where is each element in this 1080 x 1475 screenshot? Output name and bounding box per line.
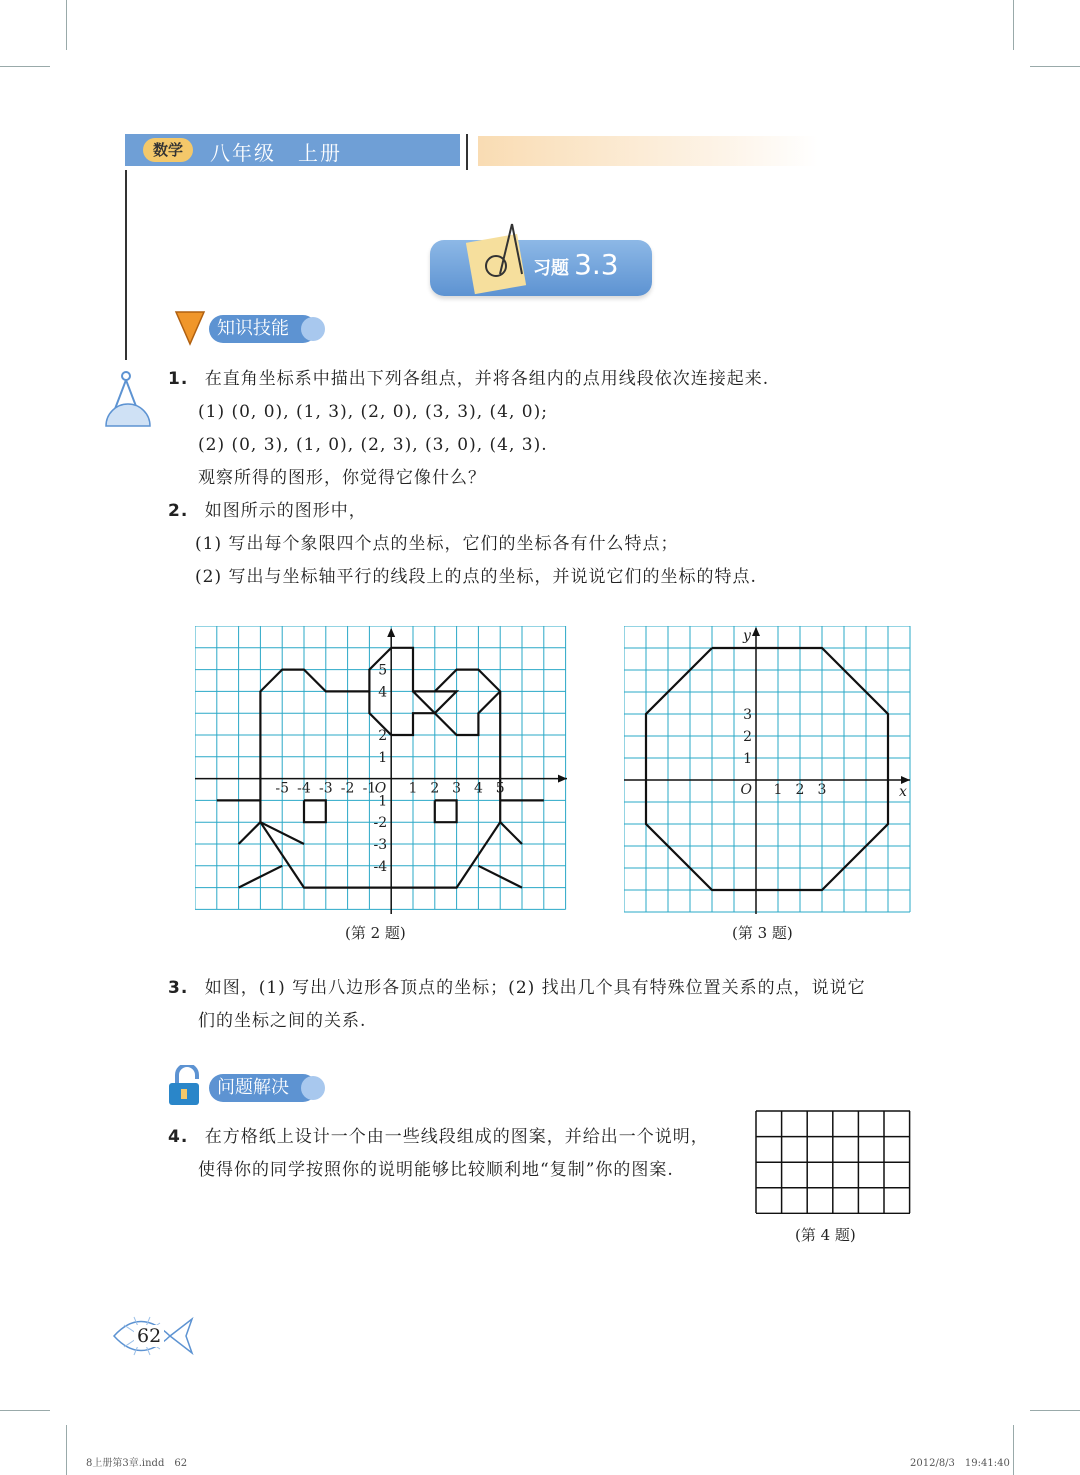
figure2-whisker <box>500 822 522 844</box>
figure2-x-tick: 1 <box>408 780 418 797</box>
figure4-caption: (第 4 题) <box>795 1226 856 1244</box>
figure2-y-tick: 1 <box>378 749 388 766</box>
figure2-x-tick: -3 <box>318 780 333 797</box>
q1-text: 在直角坐标系中描出下列各组点，并将各组内的点用线段依次连接起来. <box>204 369 770 389</box>
q2-text: 如图所示的图形中， <box>204 501 367 521</box>
figure2-x-tick: -5 <box>275 780 290 797</box>
figure2-x-tick: -1 <box>362 780 377 797</box>
grade-volume: 八年级 上册 <box>210 141 342 165</box>
margin-line <box>125 170 127 360</box>
octagon <box>646 648 888 890</box>
file-info: 8上册第3章.indd 62 <box>86 1458 188 1469</box>
figure4-grid <box>755 1110 911 1214</box>
figure2-caption: (第 2 题) <box>345 924 406 942</box>
exercise-title <box>533 248 619 281</box>
q1-part2: (2) (0, 3), (1, 0), (2, 3), (3, 0), (4, 3). <box>198 435 548 455</box>
q3-number: 3. <box>168 978 189 998</box>
crop-mark <box>1030 66 1080 67</box>
q2-part2: (2) 写出与坐标轴平行的线段上的点的坐标，并说说它们的坐标的特点. <box>195 567 757 587</box>
figure2-y-tick: 5 <box>378 662 388 679</box>
figure2-x-tick: -2 <box>340 780 355 797</box>
figure2-square <box>304 800 326 822</box>
y-axis-arrow <box>387 628 395 637</box>
header-fade <box>478 136 818 166</box>
exercise-title-label: 习题 <box>533 258 569 279</box>
figure2-grid <box>195 626 571 914</box>
section-skills: 知识技能 <box>209 315 317 343</box>
compass-icon <box>100 366 156 432</box>
crop-mark <box>66 1425 67 1475</box>
figure2-y-tick: -2 <box>373 815 388 832</box>
figure2-y-tick: 2 <box>378 728 388 744</box>
subject-badge: 数学 <box>143 138 193 162</box>
figure3-x-tick: 2 <box>795 782 805 798</box>
figure2-y-tick: 1 <box>378 793 388 810</box>
figure3-y-tick: 2 <box>743 729 752 745</box>
figure2-origin: O <box>374 780 387 797</box>
figure2-x-tick: 3 <box>452 780 462 797</box>
lock-icon <box>167 1065 207 1107</box>
figure3-x-tick: 3 <box>817 782 827 798</box>
header-divider <box>466 134 468 170</box>
q4-number: 4. <box>168 1127 189 1147</box>
figure2-square <box>435 800 457 822</box>
figure3-x-tick: 1 <box>773 782 783 798</box>
x-axis-arrow <box>901 776 910 784</box>
q1-line <box>168 368 769 390</box>
crop-mark <box>0 66 50 67</box>
figure3-y-tick: 1 <box>743 751 752 767</box>
figure2-y-tick: -4 <box>373 858 388 875</box>
q4-line2: 使得你的同学按照你的说明能够比较顺利地“复制”你的图案. <box>198 1160 674 1180</box>
figure2-y-tick: 4 <box>378 684 388 701</box>
q2-line <box>168 500 367 522</box>
section-problem-solving: 问题解决 <box>209 1074 317 1102</box>
figure2-whisker <box>239 822 261 844</box>
q1-part1: (1) (0, 0), (1, 3), (2, 0), (3, 3), (4, 0); <box>198 402 548 422</box>
figure3-y-tick: 3 <box>743 707 752 723</box>
figure2-x-tick: 4 <box>473 780 483 797</box>
figure2-y-tick: -3 <box>373 837 388 853</box>
q3-line2: 们的坐标之间的关系. <box>198 1011 367 1031</box>
timestamp: 2012/8/3 19:41:40 <box>910 1458 1010 1469</box>
figure3-y-axis-label: y <box>743 628 751 644</box>
y-axis-arrow <box>752 627 760 636</box>
pencil-icon <box>174 308 206 346</box>
figure2-x-tick: -4 <box>297 780 311 797</box>
crop-mark <box>1013 0 1014 50</box>
exercise-title-number: 3.3 <box>574 248 619 281</box>
figure3-origin: O <box>740 782 752 798</box>
q3-text: 如图，(1) 写出八边形各顶点的坐标；(2) 找出几个具有特殊位置关系的点，说说它 <box>204 978 866 998</box>
page-number: 62 <box>134 1325 164 1347</box>
q1-follow: 观察所得的图形，你觉得它像什么？ <box>198 468 486 488</box>
q2-number: 2. <box>168 501 189 521</box>
crop-mark <box>1013 1425 1014 1475</box>
crop-mark <box>0 1410 50 1411</box>
crop-mark <box>66 0 67 50</box>
figure3-grid <box>624 626 912 914</box>
q2-part1: (1) 写出每个象限四个点的坐标，它们的坐标各有什么特点； <box>195 534 679 554</box>
q1-number: 1. <box>168 369 189 389</box>
q4-line1 <box>168 1126 709 1148</box>
figure3-x-axis-label: x <box>899 784 907 800</box>
figure2-x-tick: 5 <box>495 780 505 797</box>
compass-icon <box>482 222 526 282</box>
crop-mark <box>1030 1410 1080 1411</box>
figure2-x-tick: 2 <box>430 780 440 797</box>
q3-line1 <box>168 977 866 999</box>
q4-text: 在方格纸上设计一个由一些线段组成的图案，并给出一个说明， <box>204 1127 709 1147</box>
figure3-caption: (第 3 题) <box>732 924 793 942</box>
